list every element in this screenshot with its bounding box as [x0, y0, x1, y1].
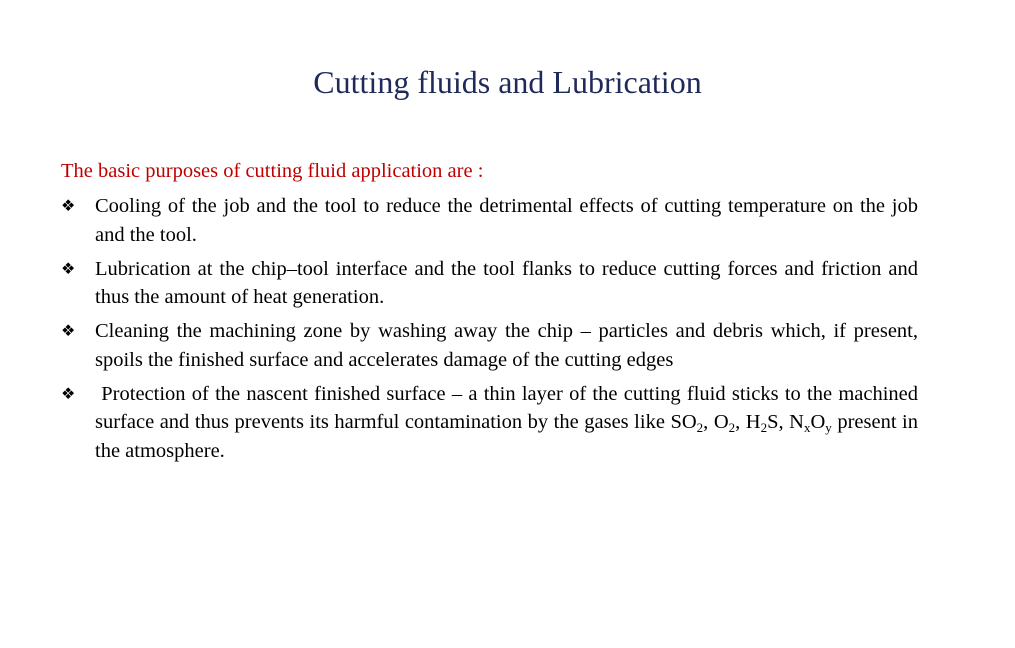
gas-formula-h2s: $H_2S$: [745, 411, 779, 435]
gas-formula-nxoy: $N_xO_y$: [789, 411, 832, 435]
bullet-text: Cleaning the machining zone by washing away the chip – particles and debris which, if present, spoils the finished surface and accelerates damage of the cutting edges: [95, 320, 918, 371]
bullet-text: Lubrication at the chip–tool interface and the tool flanks to reduce cutting forces and friction and thus the amount of heat generation.: [95, 257, 918, 308]
intro-text: The basic purposes of cutting fluid application are :: [61, 160, 484, 182]
gas-formula-so2: $SO_2$: [670, 411, 704, 435]
slide-title: Cutting fluids and Lubrication: [313, 64, 702, 100]
purposes-list: [61, 192, 918, 471]
bullet-text: Protection of the nascent finished surface – a thin layer of the cutting fluid sticks to the machined surface and thus prevents its harmful contamination by the gases like $SO_2$, $O_2$, $H_2S$, $N_xO_y$ present in the atmosphere.: [95, 382, 919, 462]
list-item-cleaning: [61, 317, 918, 374]
diamond-bullet-icon: ❖: [61, 383, 76, 403]
list-item-lubrication: [61, 255, 918, 312]
gas-formula-o2: $O_2$: [713, 411, 736, 435]
list-item-cooling: [61, 192, 918, 249]
bullet-text: Cooling of the job and the tool to reduce the detrimental effects of cutting temperature on the job and the tool.: [95, 195, 918, 246]
diamond-bullet-icon: ❖: [61, 196, 76, 215]
diamond-bullet-icon: ❖: [61, 258, 76, 278]
list-item-protection: [61, 380, 918, 466]
diamond-bullet-icon: ❖: [61, 321, 76, 340]
